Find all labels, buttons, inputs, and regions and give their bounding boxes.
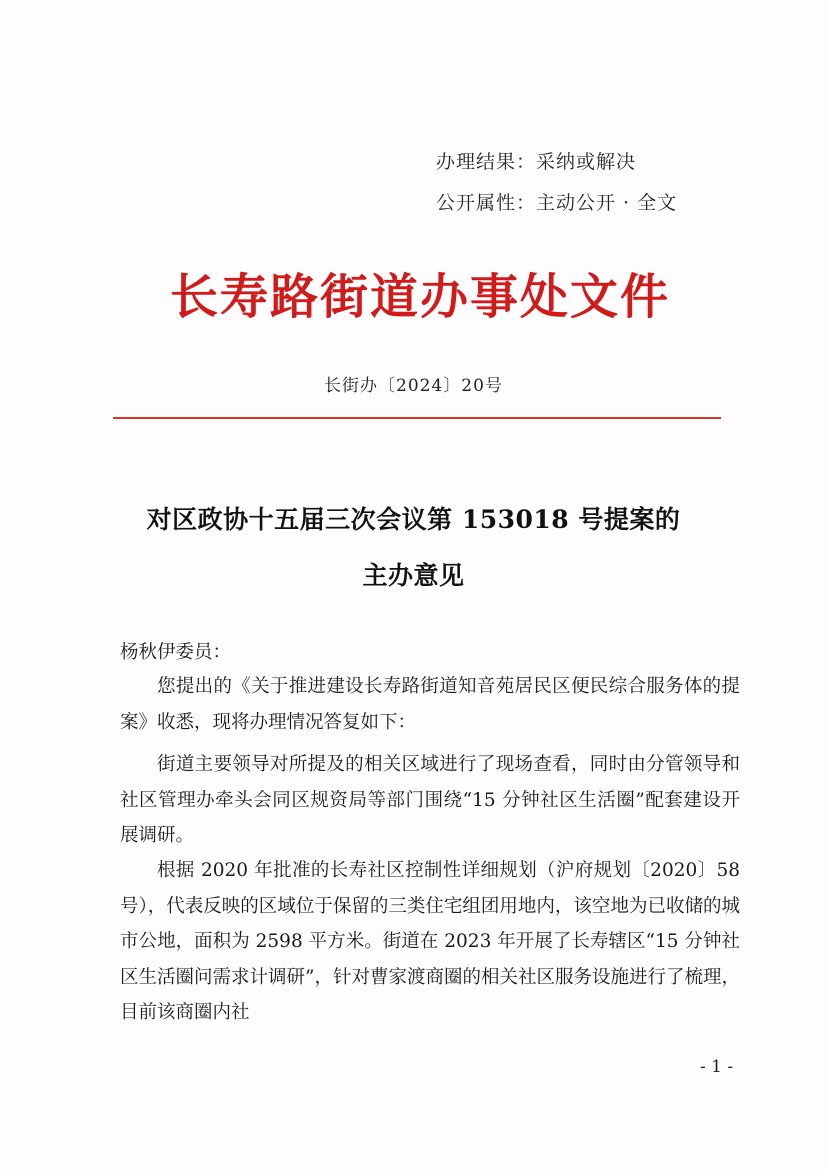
body-paragraph: 您提出的《关于推进建设长寿路街道知音苑居民区便民综合服务体的提案》收悉，现将办理情况答复如下：: [120, 676, 740, 733]
document-number: 长街办〔2024〕20号: [324, 376, 503, 396]
document-title-line-1: 对区政协十五届三次会议第 153018 号提案的: [146, 505, 681, 534]
salutation: 杨秋伊委员：: [120, 642, 232, 663]
document-title-line-2: 主办意见: [362, 561, 465, 590]
handling-result: 办理结果：采纳或解决: [436, 151, 637, 173]
disclosure-attribute: 公开属性：主动公开 · 全文: [436, 192, 678, 214]
issuer-heading: 长寿路街道办事处文件: [169, 269, 670, 325]
page-number: - 1 -: [700, 1057, 734, 1077]
body-paragraph: 根据 2020 年批准的长寿社区控制性详细规划（沪府规划〔2020〕58 号），代表反映的区域位于保留的三类住宅组团用地内，该空地为已收储的城市公地，面积为 2598 平方米。街道在 2023 年开展了长寿辖区“15 分钟社区生活圈问需求计调研”，针对曹家渡商圈的相关社区服务设施进行了梳理，目前该商圈内社: [120, 860, 740, 1023]
red-divider: [113, 417, 721, 419]
body-paragraph: 街道主要领导对所提及的相关区域进行了现场查看，同时由分管领导和社区管理办牵头会同区规资局等部门围绕“15 分钟社区生活圈”配套建设开展调研。: [120, 754, 740, 846]
